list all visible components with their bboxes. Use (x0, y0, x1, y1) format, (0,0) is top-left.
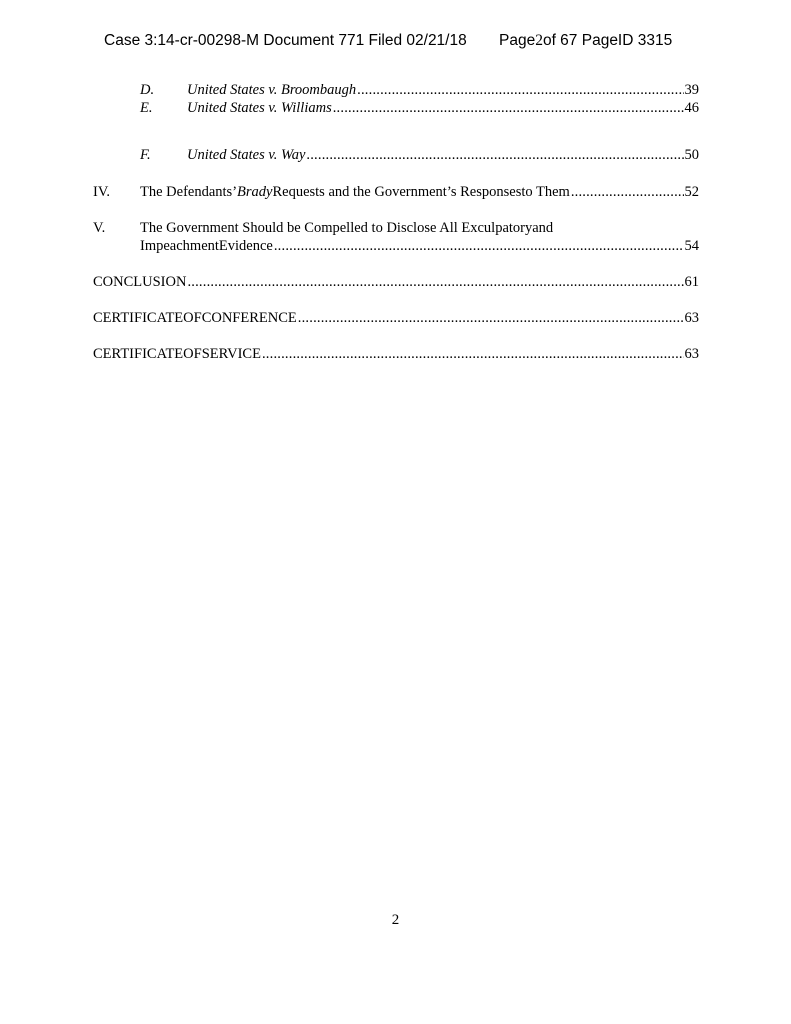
toc-entry-d (140, 82, 699, 102)
toc-certificate-service-page: 63 (684, 346, 699, 362)
toc-section-iv (93, 184, 699, 204)
toc-certificate-conference (93, 310, 699, 330)
document-header (104, 32, 704, 54)
dot-leader (357, 82, 683, 99)
page-prefix: Page (499, 32, 536, 49)
toc-certificate-conference-page: 63 (684, 310, 699, 326)
toc-certificate-service (93, 346, 699, 366)
toc-section-page: 54 (684, 238, 699, 254)
toc-entry-title: United States v. Broombaugh (187, 82, 357, 98)
toc-section-numeral: IV. (93, 184, 111, 200)
toc-section-v-line1 (93, 220, 699, 240)
toc-conclusion-title: CONCLUSION (93, 274, 187, 290)
toc-certificate-conference-title: CERTIFICATEOFCONFERENCE (93, 310, 297, 326)
toc-section-title-cont: ImpeachmentEvidence (140, 238, 273, 254)
toc-conclusion (93, 274, 699, 294)
toc-section-title (140, 184, 570, 201)
toc-section-v-line2 (140, 238, 699, 258)
toc-entry-page: 39 (684, 82, 699, 98)
dot-leader (306, 147, 683, 164)
toc-entry-letter: D. (140, 82, 155, 98)
toc-entry-page: 46 (684, 100, 699, 116)
toc-entry-f (140, 147, 699, 167)
toc-section-title: The Government Should be Compelled to Disclose All Exculpatoryand (140, 220, 554, 236)
page-suffix: of 67 PageID 3315 (542, 32, 673, 49)
dot-leader (262, 346, 684, 363)
case-info: Case 3:14-cr-00298-M Document 771 Filed 02/21/18 (104, 32, 467, 49)
title-before: The Defendants’ (140, 184, 238, 200)
toc-entry-letter: F. (140, 147, 151, 163)
page-info (499, 32, 672, 50)
dot-leader (333, 100, 684, 117)
toc-section-numeral: V. (93, 220, 106, 236)
toc-certificate-service-title: CERTIFICATEOFSERVICE (93, 346, 261, 362)
title-italic: Brady (237, 184, 273, 200)
dot-leader (298, 310, 684, 327)
toc-section-page: 52 (684, 184, 699, 200)
page-number: 2 (535, 32, 543, 49)
toc-entry-page: 50 (684, 147, 699, 163)
dot-leader (187, 274, 683, 291)
toc-entry-title: United States v. Williams (187, 100, 332, 116)
dot-leader (274, 238, 684, 255)
toc-conclusion-page: 61 (684, 274, 699, 290)
title-after: Requests and the Government’s Responsesto Them (272, 184, 570, 200)
toc-entry-e (140, 100, 699, 120)
page-footer-number: 2 (391, 912, 400, 928)
toc-entry-title: United States v. Way (187, 147, 306, 163)
dot-leader (571, 184, 684, 201)
toc-entry-letter: E. (140, 100, 153, 116)
